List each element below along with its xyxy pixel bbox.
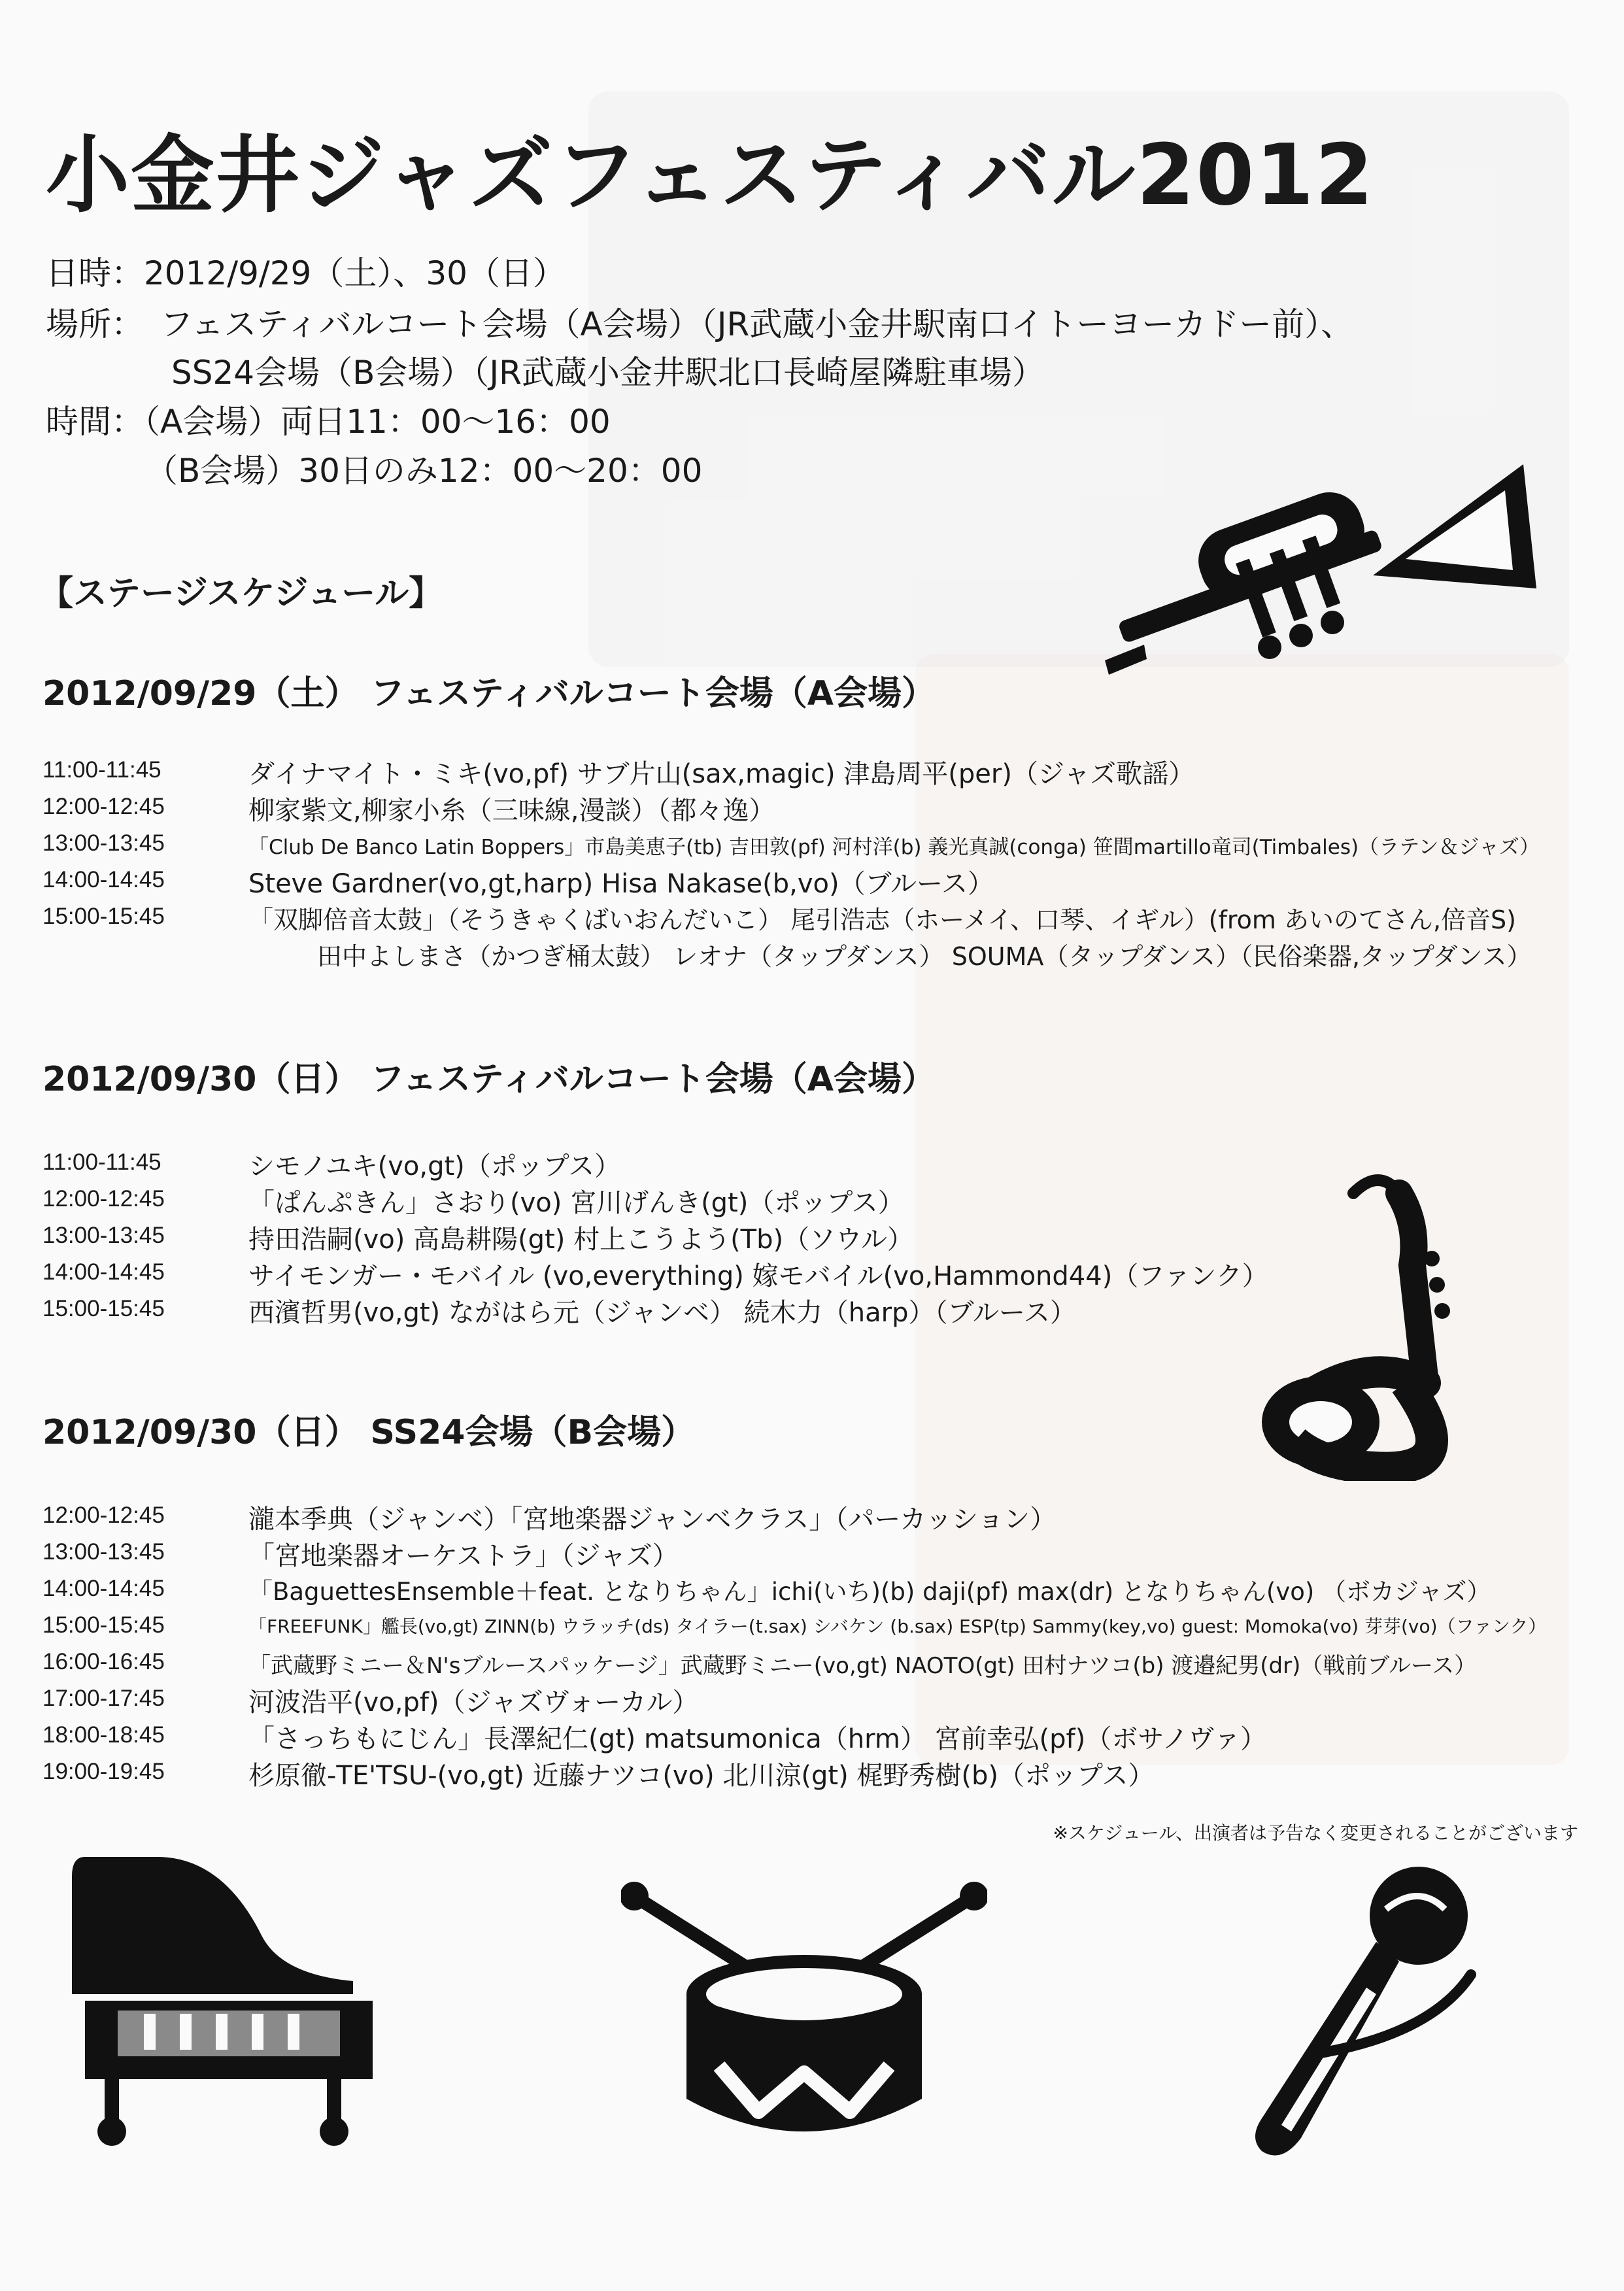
microphone-icon: [1236, 1863, 1497, 2177]
row-time: 12:00-12:45: [42, 1186, 165, 1212]
event-date: 日時：2012/9/29（土）、30（日）: [46, 254, 566, 292]
event-time-a: 時間：（A会場）両日11：00～16：00: [46, 403, 611, 441]
row-performers: 「FREEFUNK」艦長(vo,gt) ZINN(b) ウラッチ(ds) タイラー(t.sax) シバケン (b.sax) ESP(tp) Sammy(key,vo) guest: Momoka(vo) 芽芽(vo)（ファンク）: [248, 1616, 1547, 1637]
section-heading-day2-b: 2012/09/30（日） SS24会場（B会場）: [42, 1413, 696, 1452]
row-time: 17:00-17:45: [42, 1686, 165, 1711]
row-time: 16:00-16:45: [42, 1649, 165, 1674]
row-time: 14:00-14:45: [42, 1259, 165, 1285]
row-performers: 柳家紫文,柳家小糸（三味線,漫談）（都々逸）: [248, 796, 775, 826]
row-performers: 「BaguettesEnsemble＋feat. となりちゃん」ichi(いち)(b) daji(pf) max(dr) となりちゃん(vo) （ボカジャズ）: [248, 1578, 1491, 1606]
row-performers: 「宮地楽器オーケストラ」（ジャズ）: [248, 1541, 679, 1571]
row-performers: 「Club De Banco Latin Boppers」市島美恵子(tb) 吉田敦(pf) 河村洋(b) 義光真誠(conga) 笹間martillo竜司(Timbales)（ラテン＆ジャズ）: [248, 836, 1540, 859]
stage-schedule-heading: 【ステージスケジュール】: [39, 574, 443, 613]
row-time: 12:00-12:45: [42, 794, 165, 819]
section-heading-day2-a: 2012/09/30（日） フェスティバルコート会場（A会場）: [42, 1060, 936, 1099]
row-performers: 「双脚倍音太鼓」（そうきゃくばいおんだいこ） 尾引浩志（ホーメイ、口琴、イギル）(from あいのてさん,倍音S): [248, 906, 1516, 934]
schedule-change-note: ※スケジュール、出演者は予告なく変更されることがございます: [1053, 1822, 1578, 1844]
row-performers: サイモンガー・モバイル (vo,everything) 嫁モバイル(vo,Hammond44)（ファンク）: [248, 1261, 1268, 1291]
row-performers: 「さっちもにじん」長澤紀仁(gt) matsumonica（hrm） 宮前幸弘(pf)（ボサノヴァ）: [248, 1724, 1267, 1754]
saxophone-icon: [1255, 1167, 1517, 1481]
piano-icon: [65, 1844, 379, 2151]
row-performers: Steve Gardner(vo,gt,harp) Hisa Nakase(b,vo)（ブルース）: [248, 869, 994, 899]
row-performers: 杉原徹-TE'TSU-(vo,gt) 近藤ナツコ(vo) 北川涼(gt) 梶野秀樹(b)（ポップス）: [248, 1761, 1155, 1791]
row-performers: 「ぱんぷきん」さおり(vo) 宮川げんき(gt)（ポップス）: [248, 1188, 904, 1218]
row-time: 14:00-14:45: [42, 867, 165, 892]
drum-icon: [621, 1876, 987, 2164]
row-time: 11:00-11:45: [42, 757, 161, 783]
row-time: 11:00-11:45: [42, 1149, 161, 1175]
row-time: 13:00-13:45: [42, 1223, 165, 1248]
row-time: 19:00-19:45: [42, 1759, 165, 1784]
row-time: 15:00-15:45: [42, 1612, 165, 1638]
event-venue-a: 場所： フェスティバルコート会場（A会場）（JR武蔵小金井駅南口イトーヨーカドー前）、: [46, 305, 1354, 343]
row-performers: 「武蔵野ミニー＆N'sブルースパッケージ」武蔵野ミニー(vo,gt) NAOTO(gt) 田村ナツコ(b) 渡邉紀男(dr)（戦前ブルース）: [248, 1653, 1477, 1679]
row-performers: 持田浩嗣(vo) 高島耕陽(gt) 村上こうよう(Tb)（ソウル）: [248, 1225, 913, 1255]
row-performers: 河波浩平(vo,pf)（ジャズヴォーカル）: [248, 1688, 699, 1718]
row-continuation: 田中よしまさ（かつぎ桶太鼓） レオナ（タップダンス） SOUMA（タップダンス）（民俗楽器,タップダンス）: [317, 942, 1532, 971]
event-time-b: （B会場）30日のみ12：00～20：00: [145, 452, 703, 490]
row-time: 18:00-18:45: [42, 1722, 165, 1748]
row-time: 12:00-12:45: [42, 1502, 165, 1528]
event-venue-b: SS24会場（B会場）（JR武蔵小金井駅北口長崎屋隣駐車場）: [171, 354, 1045, 392]
row-time: 14:00-14:45: [42, 1576, 165, 1601]
row-performers: シモノユキ(vo,gt)（ポップス）: [248, 1151, 621, 1181]
section-heading-day1-a: 2012/09/29（土） フェスティバルコート会場（A会場）: [42, 674, 936, 713]
trumpet-icon: [1098, 451, 1543, 700]
row-performers: 西濱哲男(vo,gt) ながはら元（ジャンベ） 続木力（harp）（ブルース）: [248, 1298, 1076, 1328]
row-performers: ダイナマイト・ミキ(vo,pf) サブ片山(sax,magic) 津島周平(per)（ジャズ歌謡）: [248, 759, 1195, 789]
row-time: 13:00-13:45: [42, 1539, 165, 1565]
row-performers: 瀧本季典（ジャンベ）「宮地楽器ジャンベクラス」（パーカッション）: [248, 1504, 1057, 1535]
page-title: 小金井ジャズフェスティバル2012: [46, 127, 1375, 224]
row-time: 13:00-13:45: [42, 830, 165, 856]
row-time: 15:00-15:45: [42, 904, 165, 929]
row-time: 15:00-15:45: [42, 1296, 165, 1321]
